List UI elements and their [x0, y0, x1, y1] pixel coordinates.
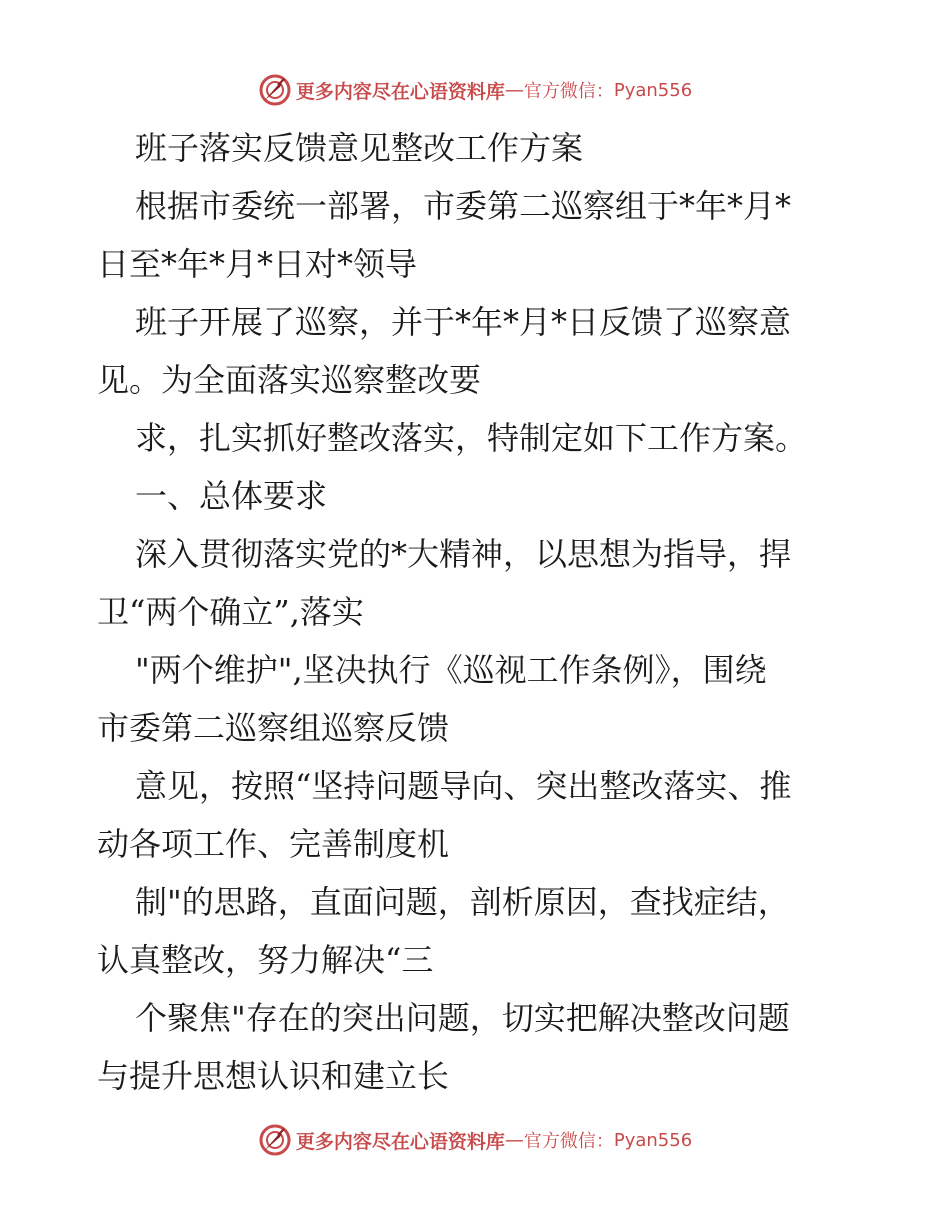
doc-line: 求，扎实抓好整改落实，特制定如下工作方案。 [135, 419, 808, 457]
doc-line: 深入贯彻落实党的*大精神，以思想为指导，捍 [135, 535, 792, 573]
document-body [97, 119, 877, 1105]
banner-separator: — [504, 79, 524, 101]
doc-line: 认真整改，努力解决“三 [97, 941, 434, 979]
doc-line: 卫“两个确立”,落实 [97, 593, 364, 631]
doc-line: 见。为全面落实巡察整改要 [97, 361, 482, 399]
footer-banner [0, 1120, 950, 1160]
section-heading: 一、总体要求 [135, 477, 328, 515]
banner-text: 更多内容尽在心语资料库 [295, 1130, 505, 1153]
doc-line: 个聚焦"存在的突出问题，切实把解决整改问题 [135, 999, 790, 1037]
doc-line: 班子开展了巡察，并于*年*月*日反馈了巡察意 [135, 303, 792, 341]
logo-icon [258, 73, 292, 107]
banner-wechat-id: Pyan556 [613, 1129, 693, 1151]
banner-separator: — [504, 1129, 524, 1151]
logo-icon [258, 1123, 292, 1157]
header-banner [0, 70, 950, 110]
doc-line: 日至*年*月*日对*领导 [97, 245, 418, 283]
doc-line: 与提升思想认识和建立长 [97, 1057, 450, 1095]
banner-text: 更多内容尽在心语资料库 [295, 80, 505, 103]
doc-line: 根据市委统一部署，市委第二巡察组于*年*月* [135, 187, 792, 225]
banner-wechat-label: 官方微信： [523, 81, 614, 102]
doc-line: 意见，按照“坚持问题导向、突出整改落实、推 [135, 767, 792, 805]
doc-line: 制"的思路，直面问题，剖析原因，查找症结， [135, 883, 790, 921]
doc-line: 动各项工作、完善制度机 [97, 825, 450, 863]
doc-title: 班子落实反馈意见整改工作方案 [135, 129, 584, 167]
doc-line: 市委第二巡察组巡察反馈 [97, 709, 450, 747]
banner-wechat-label: 官方微信： [523, 1131, 614, 1152]
banner-wechat-id: Pyan556 [613, 79, 693, 101]
doc-line: "两个维护",坚决执行《巡视工作条例》，围绕 [135, 651, 767, 689]
